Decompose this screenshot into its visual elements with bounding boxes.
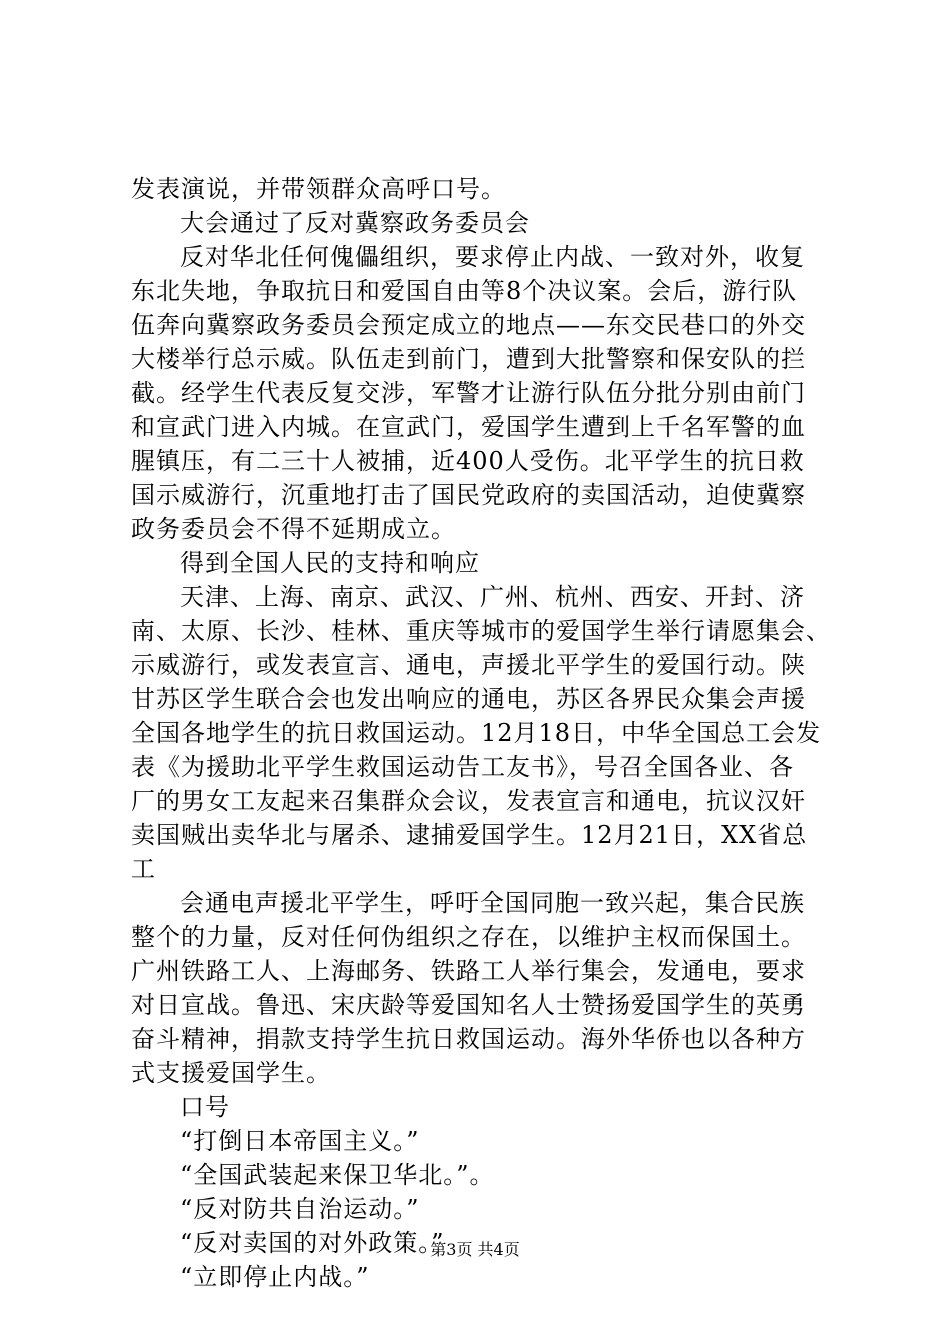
- text-line: 厂的男女工友起来召集群众会议，发表宣言和通电，抗议汉奸: [131, 787, 806, 815]
- text-line: 甘苏区学生联合会也发出响应的通电，苏区各界民众集会声援: [131, 685, 806, 713]
- text-line: 式支援爱国学生。: [131, 1059, 331, 1087]
- document-body: [131, 172, 831, 1294]
- text-line: 表《为援助北平学生救国运动告工友书》，号召全国各业、各: [131, 753, 794, 781]
- text-line: 政务委员会不得不延期成立。: [131, 515, 456, 543]
- text-line: 大会通过了反对冀察政务委员会: [180, 209, 530, 237]
- text-line: 伍奔向冀察政务委员会预定成立的地点——东交民巷口的外交: [131, 311, 806, 339]
- text-line: 腥镇压，有二三十人被捕，近400人受伤。北平学生的抗日救: [131, 447, 805, 475]
- text-line: 和宣武门进入内城。在宣武门，爱国学生遭到上千名军警的血: [131, 413, 806, 441]
- text-line: 截。经学生代表反复交涉，军警才让游行队伍分批分别由前门: [131, 379, 806, 407]
- slogan-line: “立即停止内战。”: [180, 1263, 370, 1291]
- slogan-line: “全国武装起来保卫华北。”。: [180, 1161, 495, 1189]
- text-line: 发表演说，并带领群众高呼口号。: [131, 175, 506, 203]
- text-line: 东北失地，争取抗日和爱国自由等8个决议案。会后，游行队: [131, 277, 798, 305]
- text-line: 会通电声援北平学生，呼吁全国同胞一致兴起，集合民族: [180, 889, 805, 917]
- slogan-line: “反对卖国的对外政策。”: [180, 1229, 445, 1257]
- page-number-label: 第3页 共4页: [430, 1240, 520, 1259]
- text-line: 口号: [180, 1093, 230, 1121]
- text-line: 奋斗精神，捐款支持学生抗日救国运动。海外华侨也以各种方: [131, 1025, 806, 1053]
- text-line: 对日宣战。鲁迅、宋庆龄等爱国知名人士赞扬爱国学生的英勇: [131, 991, 806, 1019]
- text-line: 工: [131, 855, 156, 883]
- page-footer: [0, 1238, 950, 1262]
- text-line: 全国各地学生的抗日救国运动。12月18日，中华全国总工会发: [131, 719, 822, 747]
- text-line: 天津、上海、南京、武汉、广州、杭州、西安、开封、济: [180, 583, 805, 611]
- text-line: 示威游行，或发表宣言、通电，声援北平学生的爱国行动。陕: [131, 651, 806, 679]
- text-line: 大楼举行总示威。队伍走到前门，遭到大批警察和保安队的拦: [131, 345, 806, 373]
- slogan-line: “打倒日本帝国主义。”: [180, 1127, 420, 1155]
- text-line: 卖国贼出卖华北与屠杀、逮捕爱国学生。12月21日，XX省总: [131, 821, 808, 849]
- text-line: 反对华北任何傀儡组织，要求停止内战、一致对外，收复: [180, 243, 805, 271]
- text-line: 国示威游行，沉重地打击了国民党政府的卖国活动，迫使冀察: [131, 481, 806, 509]
- text-line: 广州铁路工人、上海邮务、铁路工人举行集会，发通电，要求: [131, 957, 806, 985]
- text-line: 南、太原、长沙、桂林、重庆等城市的爱国学生举行请愿集会、: [131, 617, 831, 645]
- slogan-line: “反对防共自治运动。”: [180, 1195, 420, 1223]
- text-line: 得到全国人民的支持和响应: [180, 549, 480, 577]
- text-line: 整个的力量，反对任何伪组织之存在，以维护主权而保国土。: [131, 923, 806, 951]
